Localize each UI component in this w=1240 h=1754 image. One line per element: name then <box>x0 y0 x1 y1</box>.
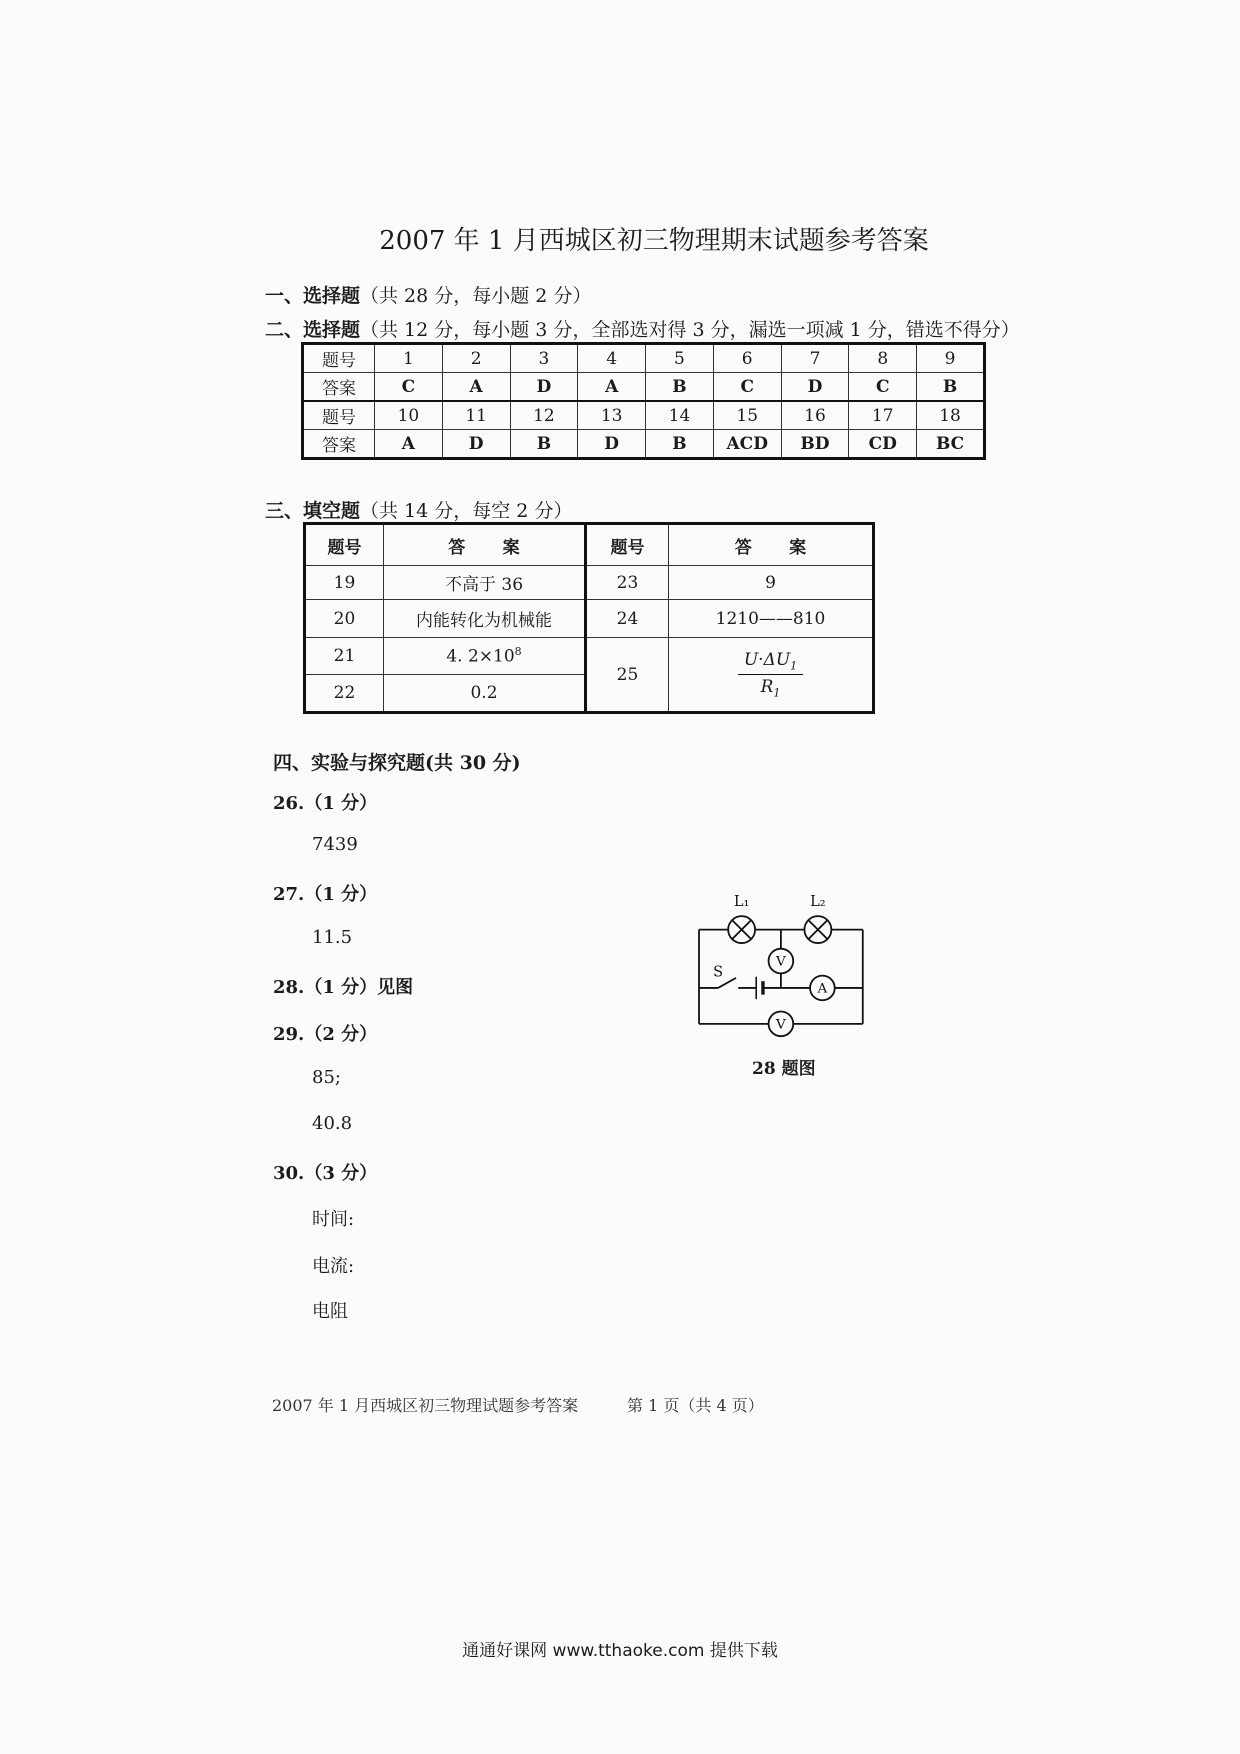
question-number-cell: 5 <box>646 344 714 373</box>
section-note: (共 30 分) <box>425 752 521 774</box>
answer-cell: D <box>442 430 510 459</box>
table-header-row <box>305 524 874 566</box>
row-label: 题号 <box>303 344 375 373</box>
question-number-cell: 22 <box>305 675 384 713</box>
answer-cell: B <box>646 430 714 459</box>
answer-cell: BC <box>917 430 985 459</box>
header-answer: 答案 <box>669 524 874 566</box>
answer-cell: A <box>578 373 646 402</box>
table-row <box>305 638 874 675</box>
item-29-answer-2: 40.8 <box>312 1113 353 1134</box>
question-number-cell: 25 <box>586 638 669 713</box>
question-number-cell: 3 <box>510 344 578 373</box>
item-26-label: 26.（1 分） <box>273 793 378 814</box>
section2-heading <box>265 315 1020 342</box>
voltmeter-bottom-label: V <box>776 1017 786 1033</box>
table-row <box>303 373 985 402</box>
question-number-cell: 8 <box>849 344 917 373</box>
fraction-numerator <box>738 650 803 675</box>
question-number-cell: 15 <box>713 401 781 430</box>
numerator-text: U·ΔU <box>743 649 791 670</box>
header-question-number: 题号 <box>586 524 669 566</box>
section-note: （共 14 分，每空 2 分） <box>360 500 573 522</box>
question-number-cell: 14 <box>646 401 714 430</box>
circuit-wires <box>699 930 863 1024</box>
ammeter-label: A <box>817 981 828 997</box>
answer-cell <box>669 638 874 713</box>
item-27-label: 27.（1 分） <box>273 884 378 905</box>
answer-cell: 内能转化为机械能 <box>384 600 586 638</box>
footer-page-number: 第 1 页（共 4 页） <box>627 1396 764 1415</box>
question-number-cell: 7 <box>781 344 849 373</box>
question-number-cell: 1 <box>375 344 443 373</box>
answer-cell: B <box>646 373 714 402</box>
denominator-subscript: 1 <box>773 686 781 700</box>
item-30-answer-2: 电流: <box>312 1256 355 1277</box>
item-29-label: 29.（2 分） <box>273 1024 378 1045</box>
table-row <box>303 401 985 430</box>
item-30-answer-1: 时间: <box>312 1209 355 1230</box>
choice-answer-table <box>301 342 986 460</box>
section-title: 二、选择题 <box>265 319 361 341</box>
fraction-formula <box>738 650 803 700</box>
question-number-cell: 12 <box>510 401 578 430</box>
answer-cell: D <box>781 373 849 402</box>
question-number-cell: 18 <box>917 401 985 430</box>
question-number-cell: 6 <box>713 344 781 373</box>
voltmeter-top-label: V <box>776 954 786 970</box>
table-row <box>303 344 985 373</box>
section-title: 四、实验与探究题 <box>273 752 426 774</box>
denominator-text: R <box>760 677 774 697</box>
answer-cell: A <box>375 430 443 459</box>
question-number-cell: 11 <box>442 401 510 430</box>
question-number-cell: 24 <box>586 600 669 638</box>
question-number-cell: 9 <box>917 344 985 373</box>
section-note: （共 28 分，每小题 2 分） <box>360 285 592 307</box>
row-label: 答案 <box>303 430 375 459</box>
answer-base: 4. 2×10 <box>446 646 515 667</box>
answer-cell: C <box>375 373 443 402</box>
section-title: 三、填空题 <box>265 500 361 522</box>
item-30-answer-3: 电阻 <box>312 1301 348 1322</box>
answer-exponent: 8 <box>514 645 522 659</box>
answer-cell: D <box>578 430 646 459</box>
switch-label: S <box>713 963 724 981</box>
source-credit: 通通好课网 www.tthaoke.com 提供下载 <box>462 1641 778 1661</box>
question-number-cell: 10 <box>375 401 443 430</box>
section1-heading <box>265 281 591 308</box>
answer-cell: B <box>917 373 985 402</box>
answer-cell: 9 <box>669 566 874 600</box>
item-30-label: 30.（3 分） <box>273 1163 378 1184</box>
row-label: 题号 <box>303 401 375 430</box>
table-row <box>303 430 985 459</box>
answer-cell: 1210——810 <box>669 600 874 638</box>
question-number-cell: 13 <box>578 401 646 430</box>
question-number-cell: 2 <box>442 344 510 373</box>
table-row <box>305 600 874 638</box>
item-26-answer: 7439 <box>312 834 358 855</box>
fraction-denominator <box>738 675 803 699</box>
answer-cell: 不高于 36 <box>384 566 586 600</box>
item-28-label: 28.（1 分）见图 <box>273 977 414 998</box>
question-number-cell: 21 <box>305 638 384 675</box>
row-label: 答案 <box>303 373 375 402</box>
item-27-answer: 11.5 <box>312 927 353 948</box>
question-number-cell: 20 <box>305 600 384 638</box>
answer-cell: C <box>713 373 781 402</box>
section3-heading <box>265 496 572 523</box>
header-answer: 答案 <box>384 524 586 566</box>
answer-cell: B <box>510 430 578 459</box>
lamp-l2-label: L₂ <box>810 893 826 911</box>
lamp-l2-icon <box>804 916 831 943</box>
header-question-number: 题号 <box>305 524 384 566</box>
answer-cell: C <box>849 373 917 402</box>
answer-cell: ACD <box>713 430 781 459</box>
figure-caption: 28 题图 <box>752 1059 816 1079</box>
numerator-subscript: 1 <box>790 659 798 672</box>
lamp-l1-label: L₁ <box>733 893 750 911</box>
lamp-l1-icon <box>728 916 755 943</box>
answer-cell: 0.2 <box>384 675 586 713</box>
answer-cell: D <box>510 373 578 402</box>
answer-cell: A <box>442 373 510 402</box>
section-title: 一、选择题 <box>265 285 361 307</box>
question-number-cell: 19 <box>305 566 384 600</box>
answer-cell: CD <box>849 430 917 459</box>
item-29-answer-1: 85; <box>312 1067 341 1088</box>
circuit-diagram <box>691 887 882 1053</box>
answer-cell: BD <box>781 430 849 459</box>
page-title: 2007 年 1 月西城区初三物理期末试题参考答案 <box>379 226 929 256</box>
question-number-cell: 4 <box>578 344 646 373</box>
section4-heading <box>273 748 521 775</box>
section-note: （共 12 分，每小题 3 分，全部选对得 3 分，漏选一项减 1 分，错选不得分） <box>360 319 1020 341</box>
footer-document-name: 2007 年 1 月西城区初三物理试题参考答案 <box>272 1396 579 1415</box>
battery-icon <box>756 977 763 999</box>
question-number-cell: 23 <box>586 566 669 600</box>
question-number-cell: 17 <box>849 401 917 430</box>
answer-cell <box>384 638 586 675</box>
table-row <box>305 566 874 600</box>
question-number-cell: 16 <box>781 401 849 430</box>
fill-blank-answer-table <box>303 522 875 714</box>
